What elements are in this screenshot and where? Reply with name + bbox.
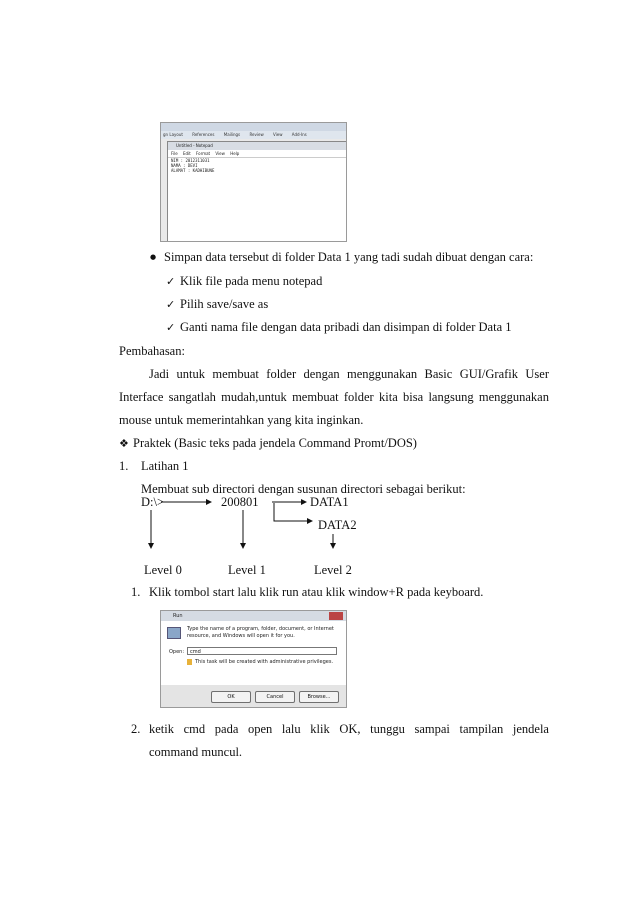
notepad-menubar: [168, 150, 347, 158]
level-label: Level 1: [228, 563, 266, 577]
pembahasan-line: Jadi untuk membuat folder dengan menggunakan Basic GUI/Grafik User: [149, 367, 549, 381]
level-label: Level 2: [314, 563, 352, 577]
level-label: Level 0: [144, 563, 182, 577]
check-icon: [166, 319, 180, 336]
step-text: Klik tombol start lalu klik run atau klik window+R pada keyboard.: [149, 585, 484, 599]
menu-format[interactable]: Format: [196, 151, 211, 156]
step-text-line: ketik cmd pada open lalu klik OK, tunggu sampai tampilan jendela: [149, 722, 549, 736]
bullet-text: Simpan data tersebut di folder Data 1 yang tadi sudah dibuat dengan cara:: [164, 250, 534, 264]
ribbon-tab[interactable]: View: [273, 132, 283, 137]
word-titlebar: [161, 123, 346, 131]
open-label: Open:: [169, 649, 185, 655]
step-text-line: command muncul.: [149, 745, 243, 759]
diamond-bullet-icon: [119, 435, 133, 452]
dir-child-data2: DATA2: [318, 518, 357, 532]
bullet-item: [150, 249, 533, 265]
notepad-line: NIM : 2012311031: [171, 158, 210, 163]
check-icon: [166, 273, 180, 290]
close-icon[interactable]: [329, 612, 343, 620]
browse-button[interactable]: Browse...: [299, 691, 339, 703]
admin-note: This task will be created with administrative privileges.: [195, 659, 334, 665]
cancel-button[interactable]: Cancel: [255, 691, 295, 703]
latihan-text: Latihan 1: [141, 459, 189, 473]
step-item: [131, 584, 483, 600]
praktek-heading: [119, 435, 417, 452]
menu-view[interactable]: View: [215, 151, 225, 156]
run-body: [161, 621, 346, 685]
notepad-title: Untitled - Notepad: [168, 142, 347, 150]
checklist-item: [166, 319, 512, 336]
run-dialog-screenshot: [160, 610, 347, 708]
word-ribbon: [161, 131, 346, 139]
notepad-window: [167, 141, 347, 242]
pembahasan-heading: Pembahasan:: [119, 344, 185, 358]
step-number: 1.: [131, 585, 141, 599]
ribbon-tab[interactable]: Review: [249, 132, 264, 137]
open-input[interactable]: cmd: [187, 647, 337, 655]
ribbon-tab[interactable]: Add-Ins: [291, 132, 307, 137]
checklist-item: [166, 296, 268, 313]
checklist-text: Ganti nama file dengan data pribadi dan disimpan di folder Data 1: [180, 320, 512, 334]
step-number: 2.: [131, 722, 141, 736]
menu-edit[interactable]: Edit: [182, 151, 191, 156]
checklist-text: Klik file pada menu notepad: [180, 274, 323, 288]
latihan-title: [119, 458, 189, 474]
ribbon-tab[interactable]: Mailings: [223, 132, 241, 137]
ribbon-tab[interactable]: References: [192, 132, 215, 137]
latihan-description: Membuat sub directori dengan susunan directori sebagai berikut:: [141, 482, 466, 496]
arrow-200801-to-data2: [274, 503, 312, 521]
checklist-text: Pilih save/save as: [180, 297, 269, 311]
notepad-line: ALAMAT : KADHIBUNE: [171, 168, 215, 173]
latihan-number: 1.: [119, 459, 129, 473]
notepad-screenshot: [160, 122, 347, 242]
praktek-text: Praktek (Basic teks pada jendela Command Promt/DOS): [133, 436, 417, 450]
run-description: Type the name of a program, folder, document, or Internet resource, and Windows will open it for you.: [187, 626, 334, 639]
pembahasan-line: mouse untuk memerintahkan yang kita inginkan.: [119, 413, 364, 427]
pembahasan-line: Interface sangatlah mudah,untuk membuat folder kita bisa langsung menggunakan: [119, 390, 549, 404]
run-titlebar: [161, 611, 346, 621]
ok-button[interactable]: OK: [211, 691, 251, 703]
run-program-icon: [167, 627, 181, 639]
menu-file[interactable]: File: [171, 151, 178, 156]
run-title: Run: [173, 613, 183, 619]
run-footer: [161, 685, 346, 707]
shield-icon: [187, 659, 192, 665]
checklist-item: [166, 273, 322, 290]
dir-root: D:\>: [141, 495, 165, 509]
menu-help[interactable]: Help: [230, 151, 240, 156]
notepad-line: NAMA : DEVI: [171, 163, 198, 168]
check-icon: [166, 296, 180, 313]
ribbon-tab[interactable]: gn Layout: [163, 132, 183, 137]
dir-child-data1: DATA1: [310, 495, 349, 509]
dir-level1: 200801: [221, 495, 259, 509]
bullet-icon: [150, 249, 164, 265]
